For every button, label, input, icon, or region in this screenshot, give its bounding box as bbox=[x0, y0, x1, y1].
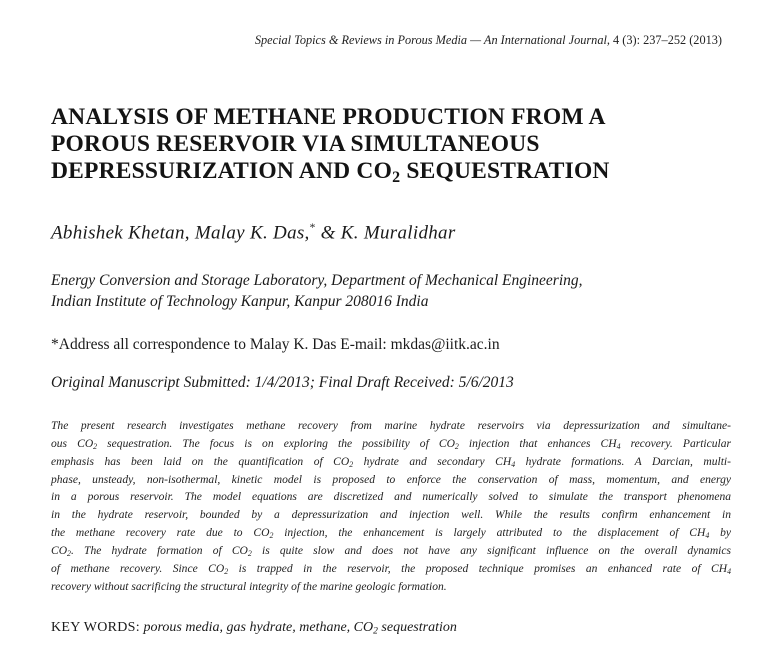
title-line-1: ANALYSIS OF METHANE PRODUCTION FROM A bbox=[51, 104, 606, 130]
affiliation-line-1: Energy Conversion and Storage Laboratory, Department of Mechanical Engineering, bbox=[51, 272, 583, 289]
journal-name: Special Topics & Reviews in Porous Media — An International Journal, bbox=[254, 33, 610, 47]
keywords-terms: porous media, gas hydrate, methane, $CO_2$ sequestration bbox=[139, 620, 457, 637]
authors-primary: Abhishek Khetan, Malay K. Das, bbox=[51, 222, 310, 244]
journal-volume-pages: 4 (3): 237–252 (2013) bbox=[613, 33, 722, 47]
abstract-line: phase, unsteady, non-isothermal, kinetic model is proposed to enforce the conservation of mass, momentum, and energy bbox=[51, 473, 731, 486]
affiliation bbox=[51, 270, 751, 312]
keywords-label: KEY WORDS: bbox=[51, 620, 140, 635]
correspondence-note: *Address all correspondence to Malay K. Das E-mail: mkdas@iitk.ac.in bbox=[51, 336, 500, 353]
abstract-line: emphasis has been laid on the quantification of $CO_2$ hydrate and secondary $CH_4$ hydrate formations. A Darcian, multi- bbox=[51, 455, 731, 469]
abstract-line: of methane recovery. Since $CO_2$ is trapped in the reservoir, the proposed technique promises an enhanced rate of $CH_4$ bbox=[51, 562, 732, 576]
corresponding-marker: * bbox=[309, 222, 316, 234]
title-subscript: 2 bbox=[392, 168, 401, 186]
authors-secondary: & K. Muralidhar bbox=[315, 222, 456, 244]
abstract bbox=[51, 418, 731, 596]
abstract-line: $CO_2$. The hydrate formation of $CO_2$ is quite slow and does not have any significant influence on the overall dynamics bbox=[51, 544, 731, 558]
affiliation-line-2: Indian Institute of Technology Kanpur, Kanpur 208016 India bbox=[51, 293, 429, 310]
manuscript-dates: Original Manuscript Submitted: 1/4/2013; Final Draft Received: 5/6/2013 bbox=[51, 374, 514, 391]
abstract-line: ous $CO_2$ sequestration. The focus is on exploring the possibility of $CO_2$ injection that enhances $CH_4$ recovery. Particular bbox=[51, 437, 731, 451]
title-line-3 bbox=[51, 158, 741, 185]
keywords bbox=[51, 620, 457, 636]
title-line-3-post: SEQUESTRATION bbox=[400, 158, 610, 184]
paper-title bbox=[51, 104, 741, 185]
author-list bbox=[51, 222, 456, 244]
title-line-2: POROUS RESERVOIR VIA SIMULTANEOUS bbox=[51, 131, 540, 157]
title-line-3-pre: DEPRESSURIZATION AND CO bbox=[51, 158, 393, 184]
abstract-line: the methane recovery rate due to $CO_2$ injection, the enhancement is largely attributed to the displacement of $CH_4$ by bbox=[51, 527, 732, 541]
abstract-line: recovery without sacrificing the structural integrity of the marine geologic formation. bbox=[51, 580, 447, 593]
abstract-line: The present research investigates methane recovery from marine hydrate reservoirs via depressurization and simultane- bbox=[51, 420, 731, 432]
abstract-line: in the hydrate reservoir, bounded by a depressurization and injection well. While the results confirm enhancement in bbox=[51, 509, 731, 522]
journal-header bbox=[0, 33, 722, 48]
abstract-line: in a porous reservoir. The model equations are discretized and numerically solved to simulate the transport phenomena bbox=[51, 491, 731, 504]
